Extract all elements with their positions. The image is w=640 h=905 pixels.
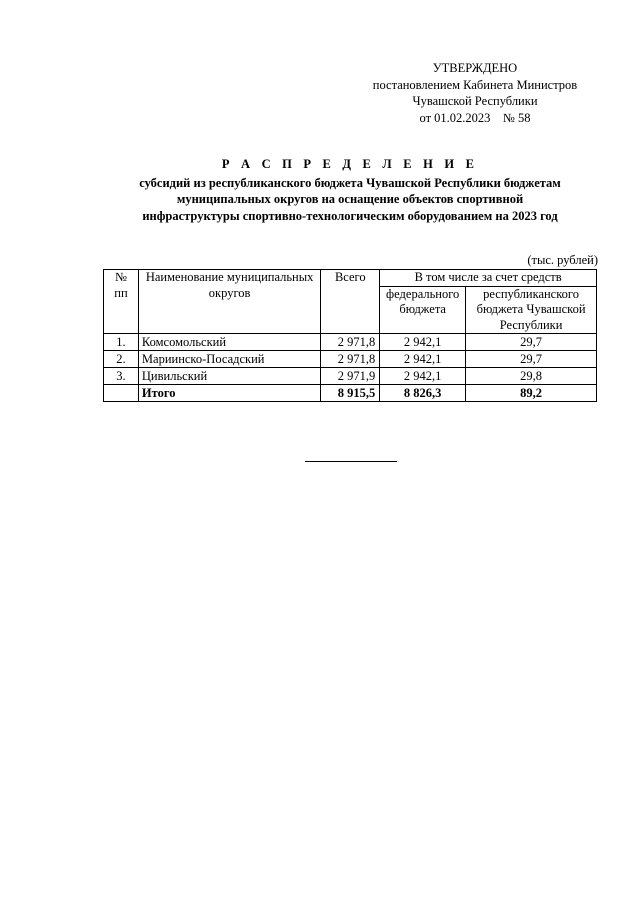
approval-title: УТВЕРЖДЕНО (432, 61, 518, 75)
header-num: № пп (104, 270, 139, 334)
row-total: 2 971,9 (321, 368, 380, 385)
row-num: 3. (104, 368, 139, 385)
approval-date-number: от 01.02.2023 № 58 (419, 110, 531, 125)
table-row (104, 368, 597, 385)
header-republic: республиканского бюджета Чувашской Республики (466, 286, 597, 334)
row-total: 2 971,8 (321, 334, 380, 351)
row-name: Мариинско-Посадский (138, 351, 320, 368)
row-federal: 2 942,1 (380, 334, 466, 351)
row-num: 1. (104, 334, 139, 351)
distribution-table (103, 269, 597, 402)
end-of-document-line (305, 461, 397, 462)
header-name: Наименование муниципальных округов (138, 270, 320, 334)
table-total-row (104, 385, 597, 402)
header-federal: федерального бюджета (380, 286, 466, 334)
total-num (104, 385, 139, 402)
total-republic: 89,2 (466, 385, 597, 402)
row-federal: 2 942,1 (380, 368, 466, 385)
header-total: Всего (321, 270, 380, 334)
title-line-2: муниципальных округов на оснащение объектов спортивной (176, 192, 524, 206)
table-header-row (104, 270, 597, 287)
row-republic: 29,8 (466, 368, 597, 385)
row-federal: 2 942,1 (380, 351, 466, 368)
title-line-1: субсидий из республиканского бюджета Чувашской Республики бюджетам (139, 175, 561, 190)
row-name: Цивильский (138, 368, 320, 385)
table-row (104, 334, 597, 351)
row-republic: 29,7 (466, 334, 597, 351)
approval-region: Чувашской Республики (412, 94, 538, 108)
title-main: Р А С П Р Е Д Е Л Е Н И Е (221, 157, 479, 171)
total-federal: 8 826,3 (380, 385, 466, 402)
table-row (104, 351, 597, 368)
row-republic: 29,7 (466, 351, 597, 368)
row-name: Комсомольский (138, 334, 320, 351)
header-including: В том числе за счет средств (380, 270, 597, 287)
document-title (95, 156, 605, 224)
total-sum: 8 915,5 (321, 385, 380, 402)
approval-stamp (355, 60, 595, 126)
row-num: 2. (104, 351, 139, 368)
units-label: (тыс. рублей) (527, 253, 598, 267)
approval-issuer: постановлением Кабинета Министров (372, 77, 578, 92)
total-label: Итого (138, 385, 320, 402)
title-line-3: инфраструктуры спортивно-технологическим оборудованием на 2023 год (142, 208, 558, 223)
row-total: 2 971,8 (321, 351, 380, 368)
